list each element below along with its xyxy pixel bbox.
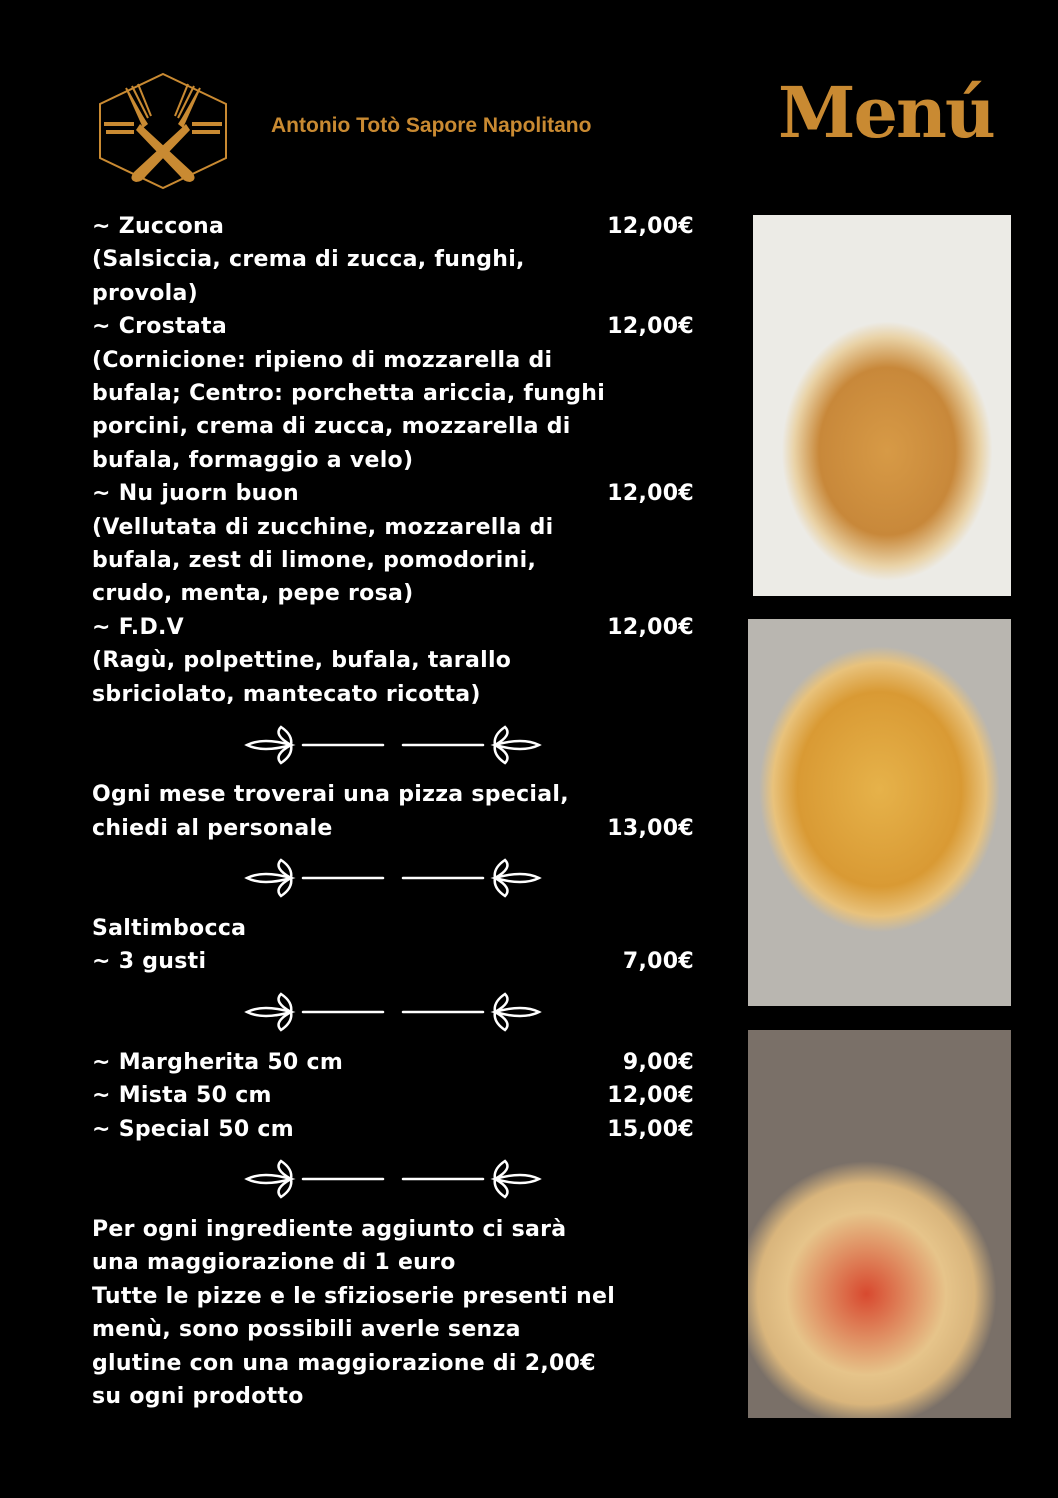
leaf-divider-icon bbox=[92, 979, 694, 1046]
item-name: ~ 3 gusti bbox=[92, 949, 207, 975]
menu-item-nu-juorn-buon bbox=[92, 477, 694, 611]
restaurant-name: Antonio Totò Sapore Napolitano bbox=[271, 114, 592, 137]
pizza-photo-special bbox=[748, 619, 1011, 1006]
note-line: menù, sono possibili averle senza bbox=[92, 1317, 521, 1343]
note-line: Tutte le pizze e le sfizioserie presenti nel bbox=[92, 1283, 616, 1309]
note-line: su ogni prodotto bbox=[92, 1383, 304, 1409]
leaf-divider-icon bbox=[92, 711, 694, 778]
note-line: glutine con una maggiorazione di 2,00€ bbox=[92, 1350, 596, 1376]
special-text: chiedi al personale bbox=[92, 815, 333, 841]
pizza-photo-zuccona bbox=[753, 215, 1011, 596]
item-desc: bufala, formaggio a velo) bbox=[92, 447, 414, 473]
item-desc: (Ragù, polpettine, bufala, tarallo bbox=[92, 648, 512, 674]
item-price: 12,00€ bbox=[607, 481, 694, 507]
item-price: 7,00€ bbox=[622, 949, 694, 975]
pizza-50cm-section bbox=[92, 1046, 694, 1146]
page-title: Menú bbox=[778, 71, 994, 154]
item-desc: (Vellutata di zucchine, mozzarella di bbox=[92, 514, 554, 540]
crossed-forks-logo-icon bbox=[96, 72, 230, 190]
item-desc: (Salsiccia, crema di zucca, funghi, bbox=[92, 247, 525, 273]
special-pizza bbox=[92, 778, 694, 845]
menu-item-fdv bbox=[92, 611, 694, 711]
item-name: ~ Zuccona bbox=[92, 214, 225, 239]
note-line: Per ogni ingrediente aggiunto ci sarà bbox=[92, 1216, 567, 1242]
item-desc: porcini, crema di zucca, mozzarella di bbox=[92, 414, 571, 440]
item-desc: bufala, zest di limone, pomodorini, bbox=[92, 548, 537, 574]
item-price: 12,00€ bbox=[607, 1083, 694, 1109]
leaf-divider-icon bbox=[92, 1146, 694, 1213]
menu-item-zuccona bbox=[92, 210, 694, 310]
item-name: ~ Crostata bbox=[92, 314, 228, 340]
saltimbocca-section bbox=[92, 912, 694, 979]
item-desc: bufala; Centro: porchetta ariccia, funghi bbox=[92, 381, 606, 407]
item-desc: (Cornicione: ripieno di mozzarella di bbox=[92, 347, 553, 373]
item-name: ~ Nu juorn buon bbox=[92, 481, 300, 507]
section-title: Saltimbocca bbox=[92, 915, 247, 941]
special-text: Ogni mese troverai una pizza special, bbox=[92, 782, 569, 808]
item-price: 12,00€ bbox=[607, 214, 694, 239]
item-name: ~ Margherita 50 cm bbox=[92, 1049, 344, 1075]
item-name: ~ Mista 50 cm bbox=[92, 1083, 272, 1109]
item-name: ~ F.D.V bbox=[92, 614, 184, 640]
item-desc: sbriciolato, mantecato ricotta) bbox=[92, 681, 481, 707]
item-price: 12,00€ bbox=[607, 314, 694, 340]
item-price: 12,00€ bbox=[607, 614, 694, 640]
notes bbox=[92, 1213, 694, 1413]
item-price: 15,00€ bbox=[607, 1116, 694, 1142]
menu-item-crostata bbox=[92, 310, 694, 477]
item-desc: crudo, menta, pepe rosa) bbox=[92, 581, 414, 607]
item-name: ~ Special 50 cm bbox=[92, 1116, 294, 1142]
item-desc: provola) bbox=[92, 280, 199, 306]
item-price: 13,00€ bbox=[607, 815, 694, 841]
pizza-photo-crostata bbox=[748, 1030, 1011, 1418]
menu-list bbox=[92, 210, 694, 1413]
note-line: una maggiorazione di 1 euro bbox=[92, 1250, 456, 1276]
item-price: 9,00€ bbox=[622, 1049, 694, 1075]
leaf-divider-icon bbox=[92, 845, 694, 912]
